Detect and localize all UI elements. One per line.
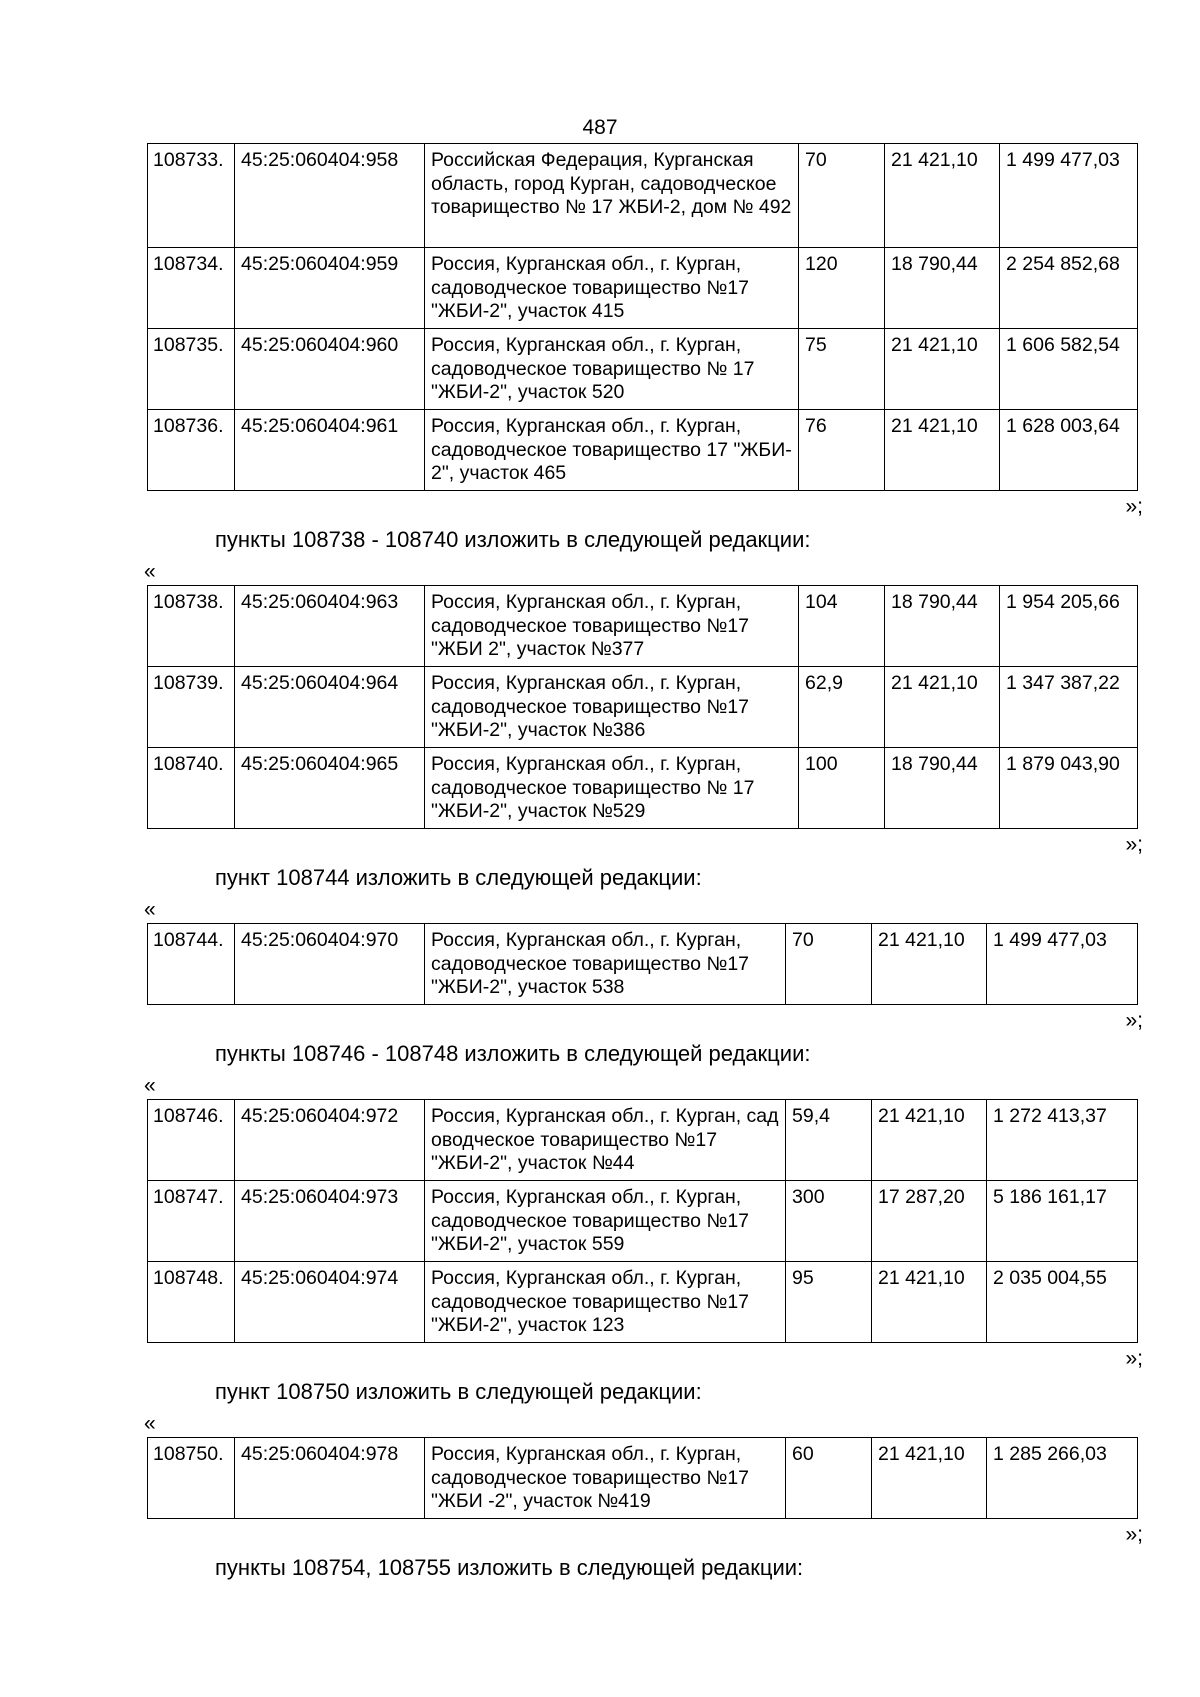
opening-quote: « [144,898,156,921]
cadastral-number: 45:25:060404:973 [235,1181,425,1262]
cadastral-value: 1 347 387,22 [1000,667,1138,748]
amendment-instruction: пункт 108744 изложить в следующей редакции: [215,865,702,890]
rate: 21 421,10 [872,1262,987,1343]
land-table [147,143,1138,491]
row-number: 108744. [148,924,235,1005]
address: Россия, Курганская обл., г. Курган, садоводческое товарищество №17 "ЖБИ -2", участок №419 [425,1438,786,1519]
table-row [148,586,1138,667]
rate: 17 287,20 [872,1181,987,1262]
cadastral-value: 1 628 003,64 [1000,410,1138,491]
table-row [148,1262,1138,1343]
land-table [147,1099,1138,1343]
cadastral-value: 2 035 004,55 [987,1262,1138,1343]
address: Россия, Курганская обл., г. Курган, садоводческое товарищество №17 "ЖБИ-2", участок 538 [425,924,786,1005]
table-row [148,410,1138,491]
area: 70 [786,924,872,1005]
amendment-instruction: пункты 108746 - 108748 изложить в следующей редакции: [215,1041,811,1066]
cadastral-value: 2 254 852,68 [1000,248,1138,329]
land-table [147,585,1138,829]
cadastral-value: 1 499 477,03 [1000,144,1138,248]
closing-quote: »; [1125,1523,1143,1546]
row-number: 108739. [148,667,235,748]
area: 120 [799,248,885,329]
address: Россия, Курганская обл., г. Курган, садоводческое товарищество №17 "ЖБИ-2", участок 415 [425,248,799,329]
table-row [148,1181,1138,1262]
cadastral-value: 1 879 043,90 [1000,748,1138,829]
row-number: 108748. [148,1262,235,1343]
cadastral-number: 45:25:060404:970 [235,924,425,1005]
cadastral-number: 45:25:060404:958 [235,144,425,248]
cadastral-number: 45:25:060404:961 [235,410,425,491]
address: Россия, Курганская обл., г. Курган, садоводческое товарищество №17 "ЖБИ-2", участок 123 [425,1262,786,1343]
row-number: 108738. [148,586,235,667]
page-number: 487 [582,116,618,139]
row-number: 108740. [148,748,235,829]
cadastral-value: 1 285 266,03 [987,1438,1138,1519]
cadastral-number: 45:25:060404:965 [235,748,425,829]
amendment-instruction: пункты 108738 - 108740 изложить в следующей редакции: [215,527,811,552]
row-number: 108747. [148,1181,235,1262]
table-row [148,667,1138,748]
area: 300 [786,1181,872,1262]
closing-quote: »; [1125,833,1143,856]
rate: 18 790,44 [885,248,1000,329]
opening-quote: « [144,560,156,583]
address: Россия, Курганская обл., г. Курган, сад оводческое товарищество №17 "ЖБИ-2", участок №44 [425,1100,786,1181]
closing-quote: »; [1125,1347,1143,1370]
cadastral-value: 1 606 582,54 [1000,329,1138,410]
table-row [148,248,1138,329]
rate: 21 421,10 [885,144,1000,248]
cadastral-value: 1 272 413,37 [987,1100,1138,1181]
address: Россия, Курганская обл., г. Курган, садоводческое товарищество № 17 "ЖБИ-2", участок 520 [425,329,799,410]
rate: 21 421,10 [885,410,1000,491]
table-row [148,329,1138,410]
row-number: 108735. [148,329,235,410]
amendment-instruction: пункт 108750 изложить в следующей редакции: [215,1379,702,1404]
row-number: 108734. [148,248,235,329]
cadastral-value: 1 954 205,66 [1000,586,1138,667]
cadastral-number: 45:25:060404:959 [235,248,425,329]
address: Россия, Курганская обл., г. Курган, садоводческое товарищество №17 "ЖБИ-2", участок 559 [425,1181,786,1262]
row-number: 108736. [148,410,235,491]
cadastral-number: 45:25:060404:960 [235,329,425,410]
table-row [148,924,1138,1005]
cadastral-value: 1 499 477,03 [987,924,1138,1005]
row-number: 108750. [148,1438,235,1519]
opening-quote: « [144,1412,156,1435]
row-number: 108746. [148,1100,235,1181]
address: Россия, Курганская обл., г. Курган, садоводческое товарищество № 17 "ЖБИ-2", участок №529 [425,748,799,829]
land-table [147,1437,1138,1519]
rate: 18 790,44 [885,748,1000,829]
area: 76 [799,410,885,491]
area: 62,9 [799,667,885,748]
area: 60 [786,1438,872,1519]
land-table [147,923,1138,1005]
cadastral-value: 5 186 161,17 [987,1181,1138,1262]
address: Россия, Курганская обл., г. Курган, садоводческое товарищество 17 "ЖБИ- 2", участок 465 [425,410,799,491]
cadastral-number: 45:25:060404:972 [235,1100,425,1181]
table-row [148,144,1138,248]
table-row [148,748,1138,829]
table-row [148,1438,1138,1519]
rate: 21 421,10 [872,924,987,1005]
area: 100 [799,748,885,829]
area: 95 [786,1262,872,1343]
row-number: 108733. [148,144,235,248]
rate: 21 421,10 [885,667,1000,748]
cadastral-number: 45:25:060404:978 [235,1438,425,1519]
document-body [144,143,1143,1589]
opening-quote: « [144,1074,156,1097]
address: Российская Федерация, Курганская область, город Курган, садоводческое товарищество № 17 ЖБИ-2, дом № 492 [425,144,799,248]
cadastral-number: 45:25:060404:964 [235,667,425,748]
area: 104 [799,586,885,667]
rate: 18 790,44 [885,586,1000,667]
table-row [148,1100,1138,1181]
area: 70 [799,144,885,248]
area: 75 [799,329,885,410]
cadastral-number: 45:25:060404:963 [235,586,425,667]
closing-quote: »; [1125,495,1143,518]
rate: 21 421,10 [872,1100,987,1181]
rate: 21 421,10 [872,1438,987,1519]
amendment-instruction: пункты 108754, 108755 изложить в следующей редакции: [215,1555,804,1580]
address: Россия, Курганская обл., г. Курган, садоводческое товарищество №17 "ЖБИ-2", участок №386 [425,667,799,748]
closing-quote: »; [1125,1009,1143,1032]
rate: 21 421,10 [885,329,1000,410]
area: 59,4 [786,1100,872,1181]
address: Россия, Курганская обл., г. Курган, садоводческое товарищество №17 "ЖБИ 2", участок №377 [425,586,799,667]
cadastral-number: 45:25:060404:974 [235,1262,425,1343]
